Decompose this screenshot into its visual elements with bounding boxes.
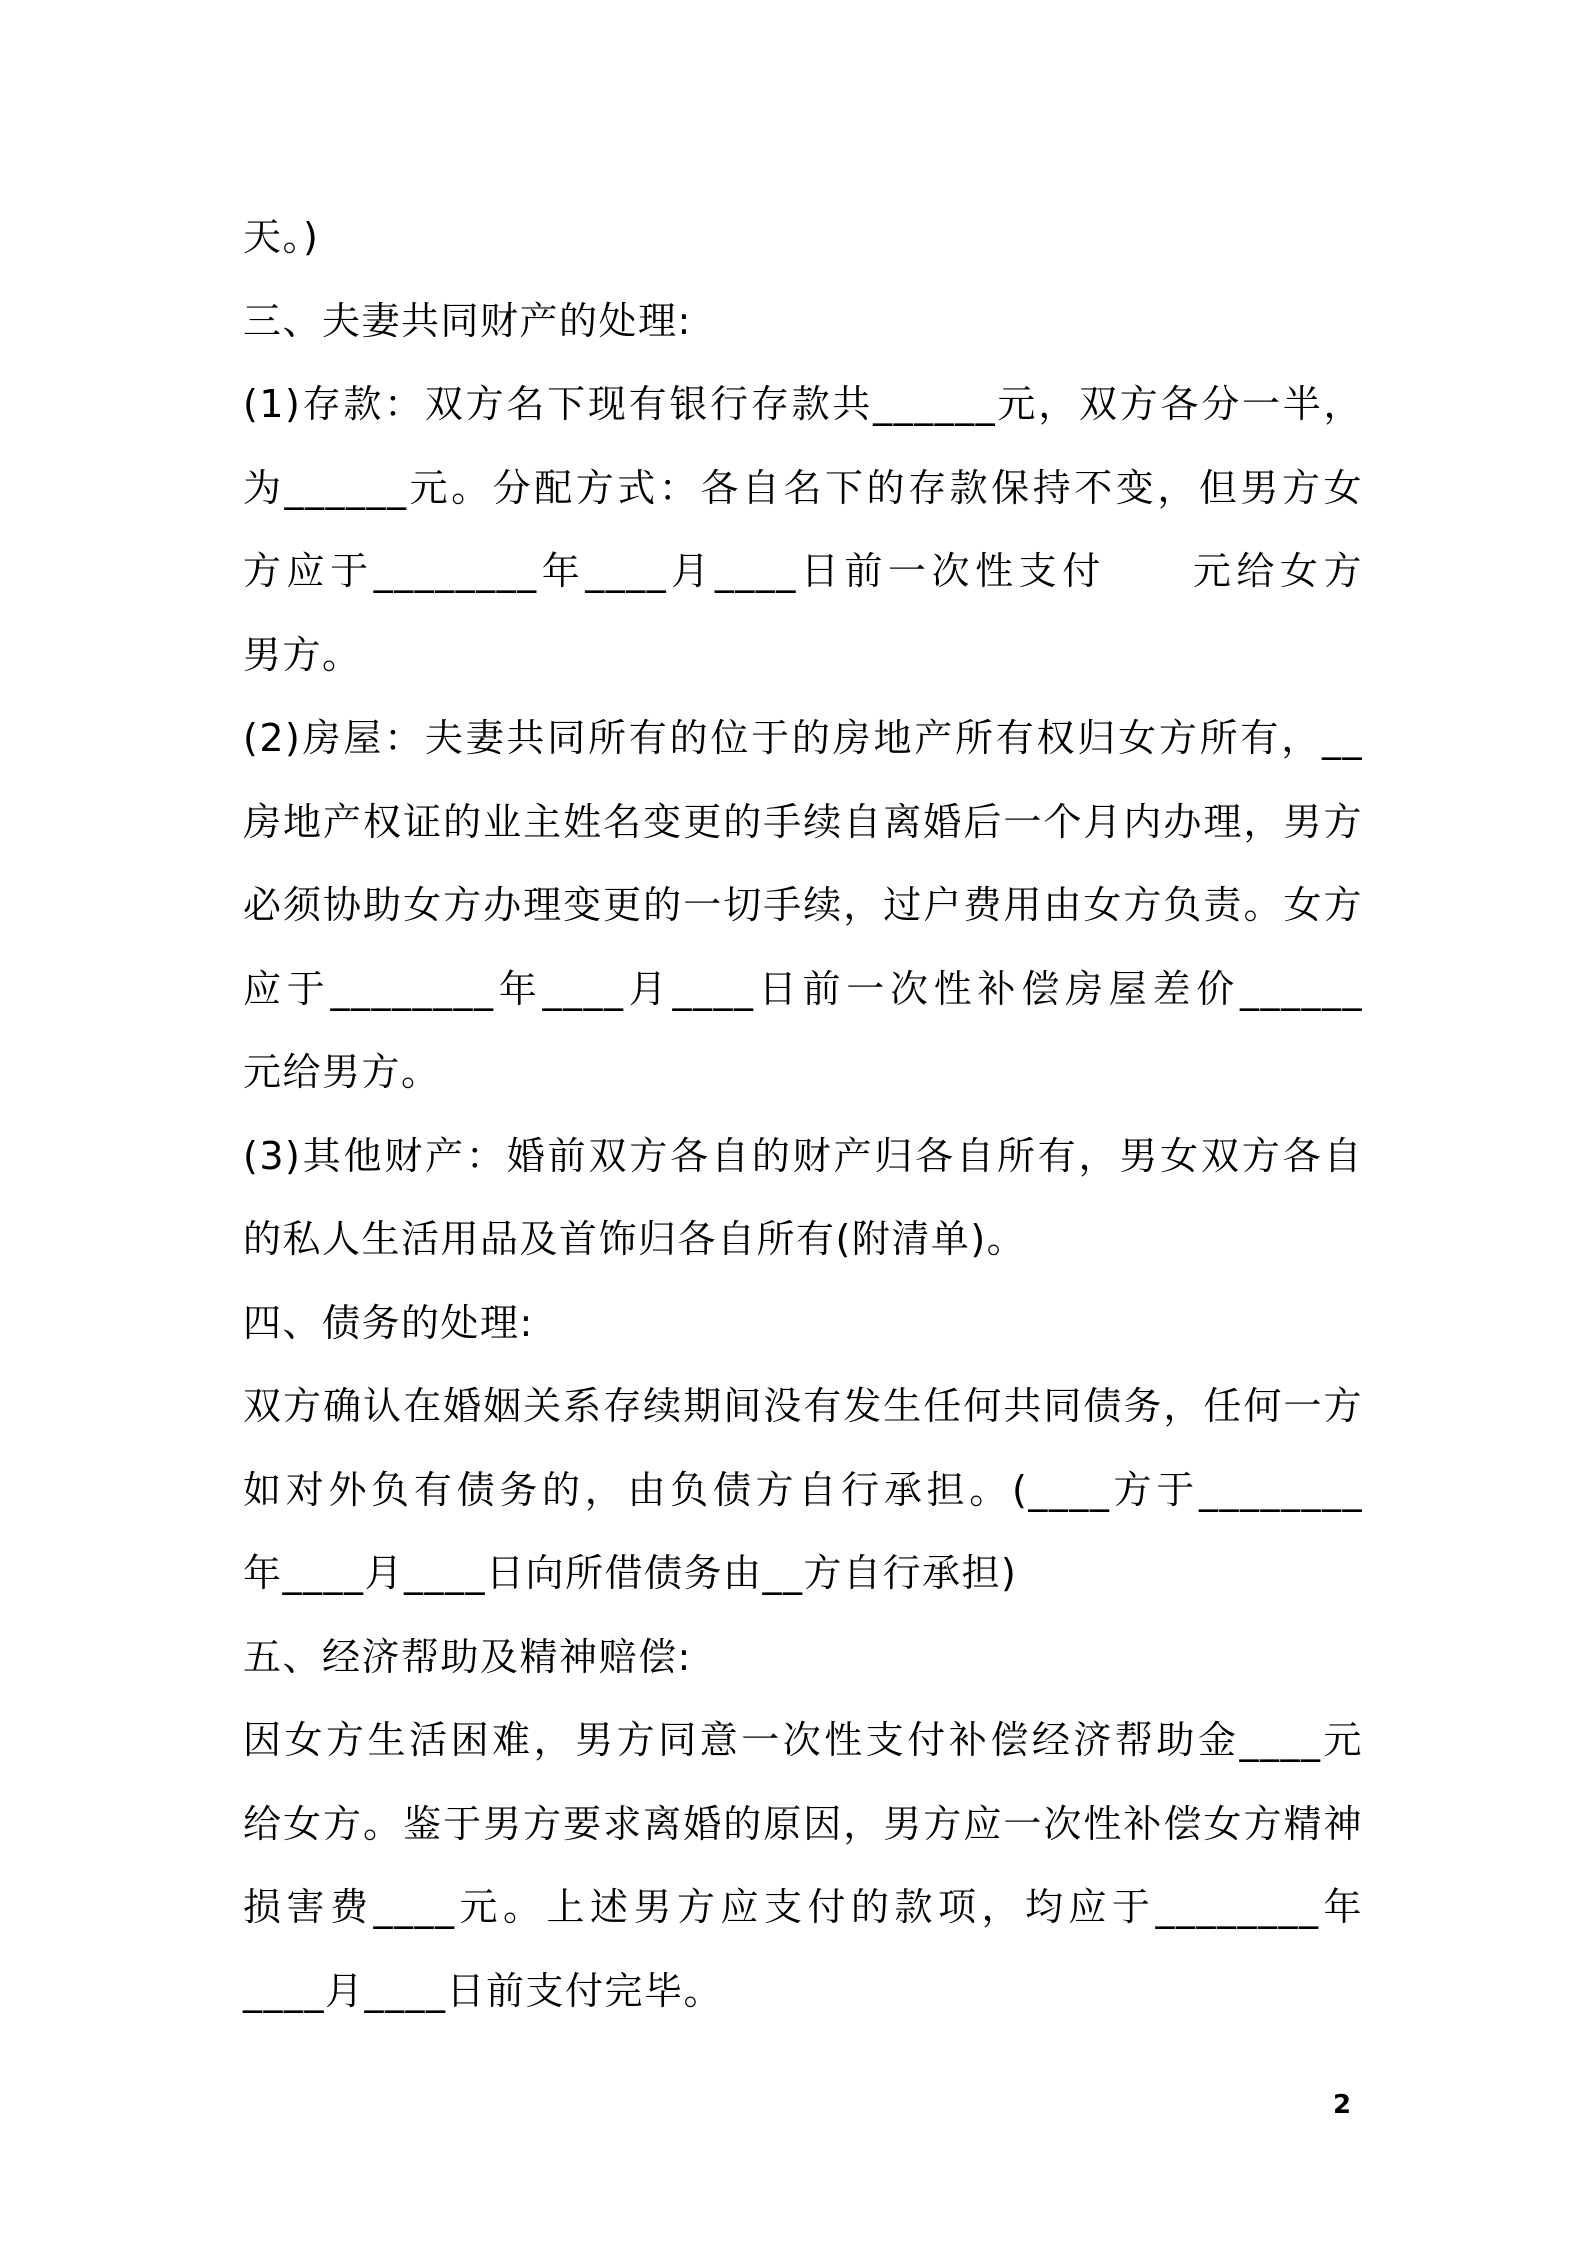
text-line-19: 因女方生活困难，男方同意一次性支付补偿经济帮助金____元 — [243, 1718, 1363, 1762]
text-line-8: 房地产权证的业主姓名变更的手续自离婚后一个月内办理，男方 — [243, 799, 1363, 844]
text-line-7: (2)房屋：夫妻共同所有的位于的房地产所有权归女方所有，__ — [243, 716, 1363, 760]
text-line-15: 双方确认在婚姻关系存续期间没有发生任何共同债务，任何一方 — [243, 1384, 1363, 1428]
text-line-16: 如对外负有债务的，由负债方自行承担。(____方于________ — [243, 1467, 1363, 1512]
text-line-1: 天。) — [243, 215, 320, 259]
document-body — [243, 196, 1363, 2033]
text-line-9: 必须协助女方办理变更的一切手续，过户费用由女方负责。女方 — [243, 883, 1363, 927]
text-line-5: 方应于________年____月____日前一次性支付 元给女方 — [243, 549, 1363, 593]
text-line-6: 男方。 — [243, 632, 362, 677]
text-line-10: 应于________年____月____日前一次性补偿房屋差价______ — [243, 966, 1363, 1011]
text-line-12: (3)其他财产：婚前双方各自的财产归各自所有，男女双方各自 — [243, 1133, 1363, 1178]
section-heading-4: 四、债务的处理: — [243, 1300, 534, 1345]
text-line-3: (1)存款：双方名下现有银行存款共______元，双方各分一半， — [243, 382, 1363, 426]
text-line-22: ____月____日前支付完毕。 — [243, 1968, 724, 2013]
page-number: 2 — [1333, 2090, 1352, 2120]
section-heading-3: 三、夫妻共同财产的处理: — [243, 298, 692, 343]
text-line-17: 年____月____日向所借债务由__方自行承担) — [243, 1551, 1018, 1595]
text-line-4: 为______元。分配方式：各自名下的存款保持不变，但男方女 — [243, 465, 1363, 510]
text-line-13: 的私人生活用品及首饰归各自所有(附清单)。 — [243, 1217, 1027, 1261]
text-line-11: 元给男方。 — [243, 1050, 441, 1094]
text-line-20: 给女方。鉴于男方要求离婚的原因，男方应一次性补偿女方精神 — [243, 1801, 1363, 1846]
text-line-21: 损害费____元。上述男方应支付的款项，均应于________年 — [243, 1885, 1363, 1929]
section-heading-5: 五、经济帮助及精神赔偿: — [243, 1634, 692, 1679]
